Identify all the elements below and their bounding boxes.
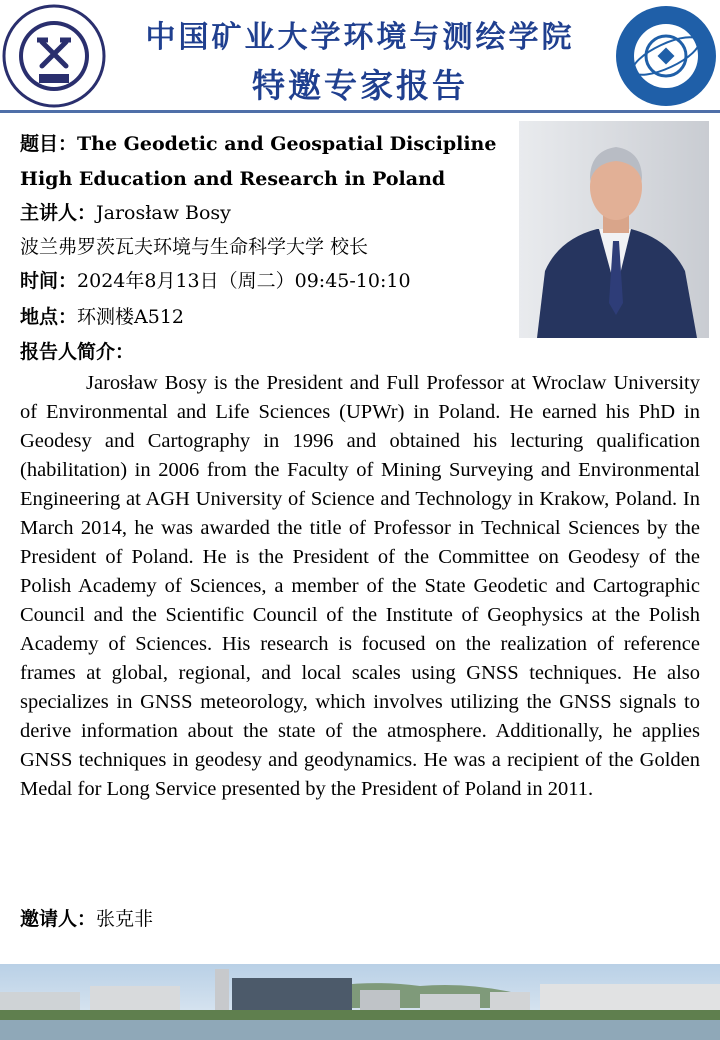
- center-logo: [614, 4, 718, 108]
- time-line: [20, 268, 411, 294]
- venue-value: 环测楼A512: [77, 306, 185, 328]
- event-title: 特邀专家报告: [252, 66, 468, 105]
- bio-heading: [20, 339, 134, 365]
- inviter-name: 张克非: [96, 908, 154, 930]
- talk-title-line2: [20, 166, 445, 192]
- affiliation-line: 波兰弗罗茨瓦夫环境与生命科学大学 校长: [20, 236, 369, 258]
- time-value: 2024年8月13日（周二）09:45-10:10: [77, 270, 411, 292]
- title-label: 题目：: [20, 133, 78, 155]
- venue-label: 地点：: [20, 306, 78, 328]
- talk-title-text-1: The Geodetic and Geospatial Discipline: [77, 133, 497, 155]
- speaker-name: Jarosław Bosy: [96, 202, 231, 224]
- speaker-bio: Jarosław Bosy is the President and Full Professor at Wroclaw University of Environmental and Life Sciences (UPWr) in Poland. He earned his PhD in Geodesy and Cartography in 1996 and obtained his lecturing qualification (habilitation) in 2006 from the Faculty of Mining Surveying and Environmental Engineering at AGH University of Science and Technology in Krakow, Poland. In March 2014, he was awarded the title of Professor in Technical Sciences by the President of Poland. He is the President of the Committee on Geodesy of the Polish Academy of Sciences, a member of the State Geodetic and Cartographic Council and the Scientific Council of the Institute of Geophysics at the Polish Academy of Sciences. His research is focused on the realization of reference frames at global, regional, and local scales using GNSS techniques. He also specializes in GNSS meteorology, which involves utilizing the GNSS signals to derive information about the state of the atmosphere. Additionally, he applies GNSS techniques in geodesy and geodynamics. He was a recipient of the Golden Medal for Long Service presented by the President of Poland in 2011.: [20, 372, 700, 800]
- speaker-label: 主讲人：: [20, 202, 97, 224]
- campus-photo-banner: [0, 964, 720, 1040]
- talk-title-text-2: High Education and Research in Poland: [20, 168, 446, 190]
- institute-title: 中国矿业大学环境与测绘学院: [145, 20, 575, 55]
- speaker-photo: [519, 121, 709, 338]
- inviter-label: 邀请人：: [20, 908, 97, 930]
- university-logo: [2, 4, 106, 108]
- speaker-line: [20, 200, 231, 226]
- header: [0, 0, 720, 112]
- inviter-line: [20, 906, 153, 932]
- header-divider: [0, 110, 720, 113]
- talk-title-line1: [20, 131, 496, 157]
- bio-label: 报告人简介：: [20, 341, 135, 363]
- time-label: 时间：: [20, 270, 78, 292]
- venue-line: [20, 304, 184, 330]
